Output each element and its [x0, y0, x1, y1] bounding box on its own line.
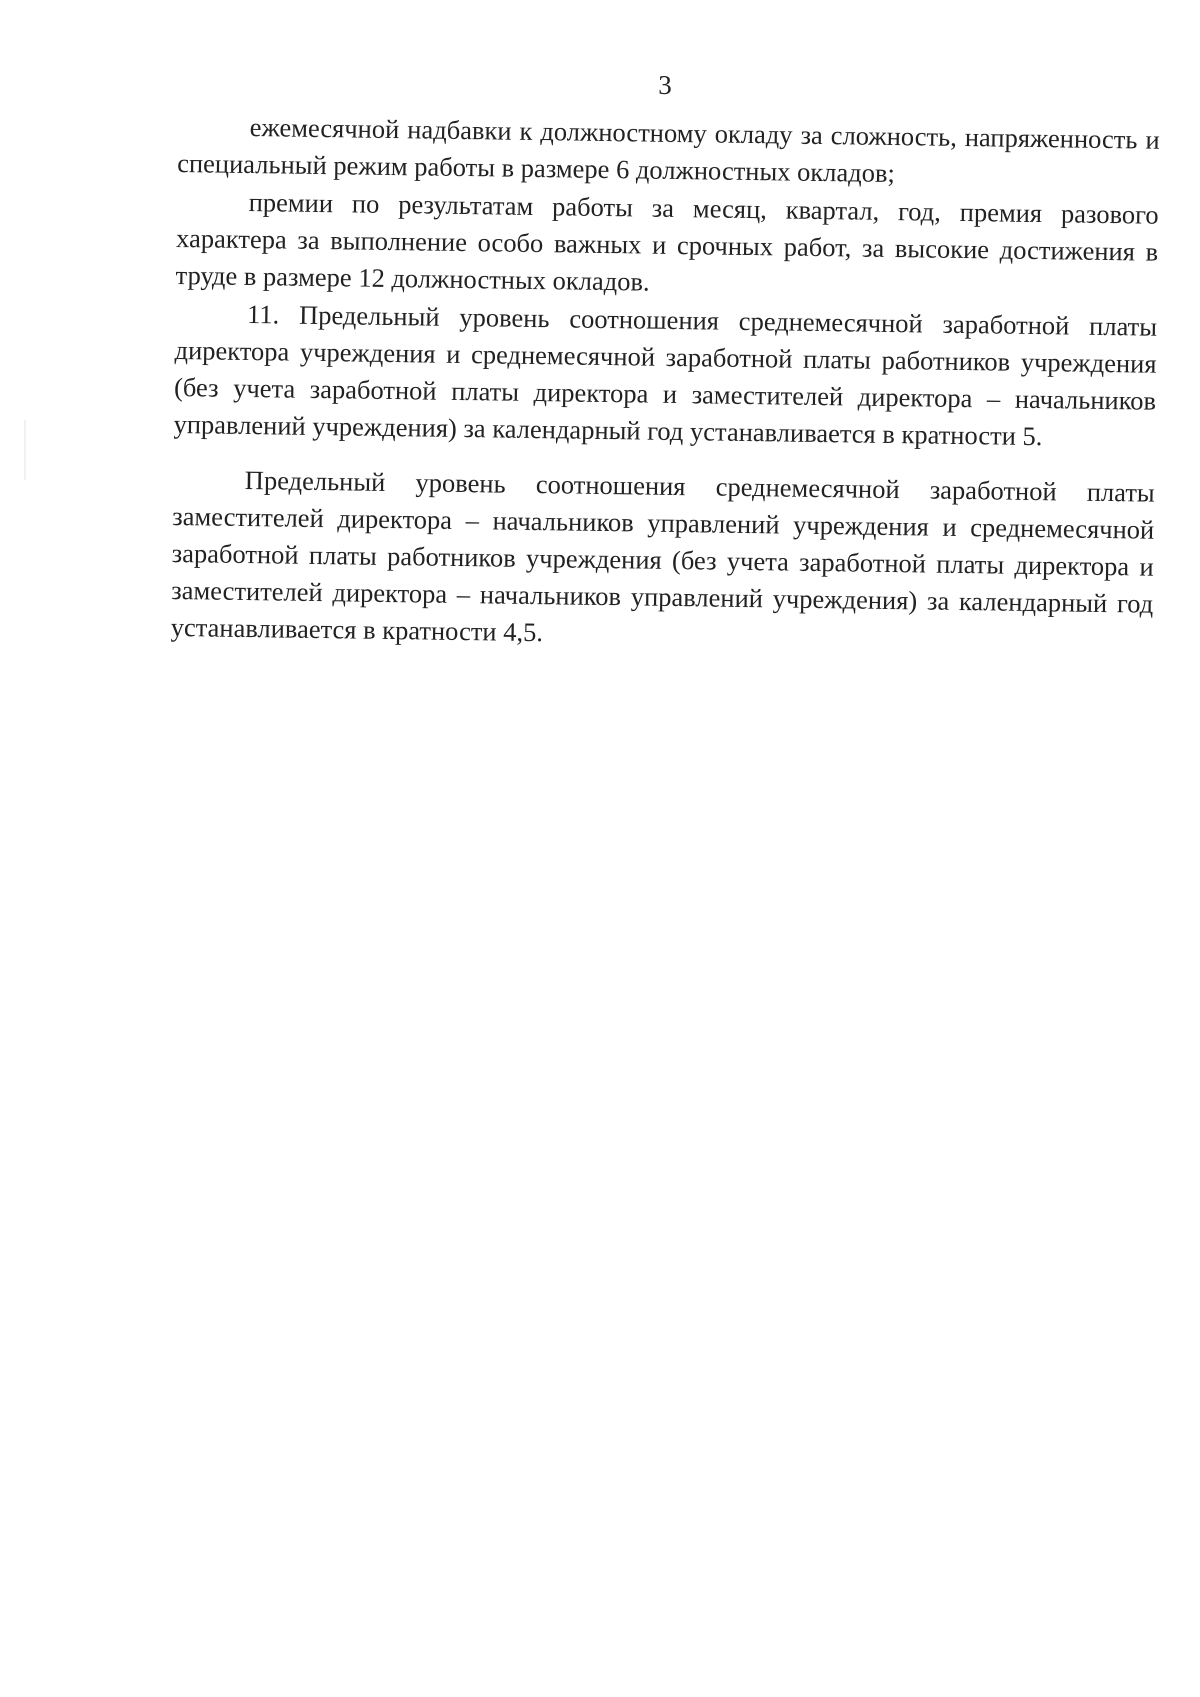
scan-artifact	[24, 420, 26, 480]
page-number: 3	[658, 70, 672, 100]
paragraph-11-director-ratio: 11. Предельный уровень соотношения среднемесячной заработной платы директора учреждения и среднемесячной заработной платы работников учреждения (без учета заработной платы директора и заместителей директора – начальников управлений учреждения) за календарный год устанавливается в кратности 5.	[173, 298, 1158, 452]
document-body	[170, 108, 1159, 660]
paragraph-deputy-ratio: Предельный уровень соотношения среднемесячной заработной платы заместителей директора – начальников управлений учреждения и среднемесячной заработной платы работников учреждения (без учета заработной платы директора и заместителей директора – начальников управлений учреждения) за календарный год устанавливается в кратности 4,5.	[170, 464, 1155, 648]
paragraph-bonuses: премии по результатам работы за месяц, квартал, год, премия разового характера за выполнение особо важных и срочных работ, за высокие достижения в труде в размере 12 должностных окладов.	[175, 186, 1159, 297]
paragraph-monthly-allowance: ежемесячной надбавки к должностному окладу за сложность, напряженность и специальный режим работы в размере 6 должностных окладов;	[177, 112, 1160, 189]
